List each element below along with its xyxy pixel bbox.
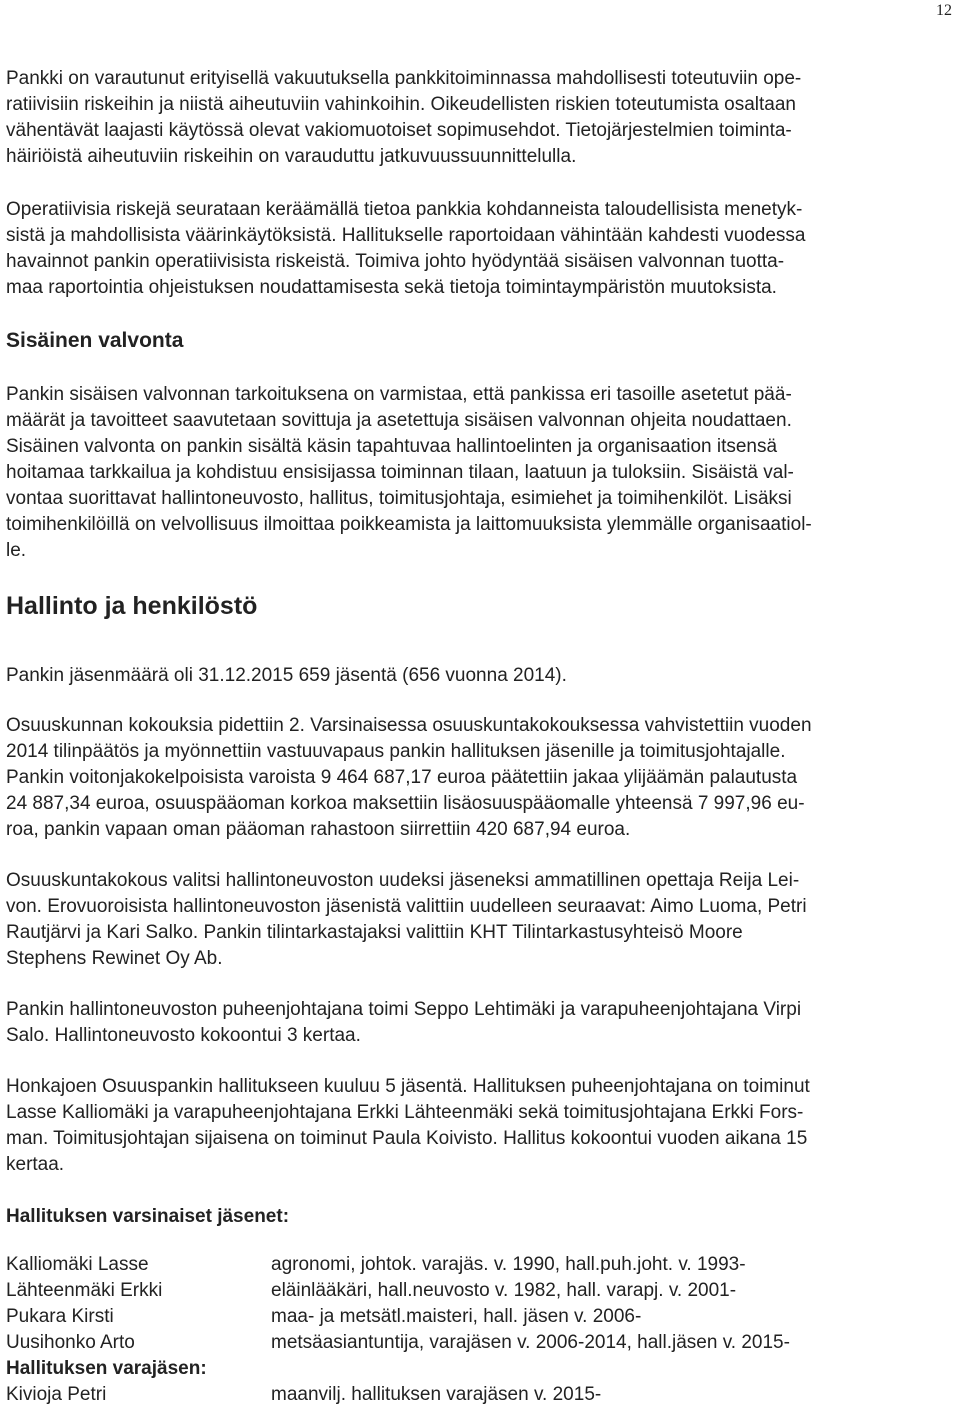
text-line: Pankin sisäisen valvonnan tarkoituksena on varmistaa, että pankissa eri tasoille asetetut pää- bbox=[6, 384, 792, 405]
heading-deputy-member: Hallituksen varajäsen: bbox=[6, 1358, 207, 1379]
member-name: Uusihonko Arto bbox=[6, 1332, 135, 1353]
text-line: hoitamaa tarkkailua ja kohdistuu ensisijassa toiminnan tilaan, laatuun ja tuloksiin. Sisäistä val- bbox=[6, 462, 794, 483]
text-line: sistä ja mahdollisista väärinkäytöksistä. Hallitukselle raportoidaan vähintään kahdesti vuodessa bbox=[6, 225, 806, 246]
text-line: man. Toimitusjohtajan sijaisena on toiminut Paula Koivisto. Hallitus kokoontui vuoden aikana 15 bbox=[6, 1128, 808, 1149]
text-line: Honkajoen Osuuspankin hallitukseen kuuluu 5 jäsentä. Hallituksen puheenjohtajana on toiminut bbox=[6, 1076, 810, 1097]
deputy-member-row bbox=[6, 1382, 956, 1408]
heading-board-members: Hallituksen varsinaiset jäsenet: bbox=[6, 1206, 290, 1227]
member-description: maa- ja metsätl.maisteri, hall. jäsen v. 2006- bbox=[271, 1306, 642, 1327]
deputy-heading-row bbox=[6, 1356, 956, 1382]
board-member-row bbox=[6, 1278, 956, 1304]
text-line: ratiivisiin riskeihin ja niistä aiheutuviin vahinkoihin. Oikeudellisten riskien toteutumista osaltaan bbox=[6, 94, 796, 115]
board-member-row bbox=[6, 1330, 956, 1356]
member-name: Kalliomäki Lasse bbox=[6, 1254, 149, 1275]
text-line: von. Erovuoroisista hallintoneuvoston jäsenistä valittiin uudelleen seuraavat: Aimo Luoma, Petri bbox=[6, 896, 807, 917]
board-member-list bbox=[6, 1252, 956, 1408]
member-description: metsäasiantuntija, varajäsen v. 2006-2014, hall.jäsen v. 2015- bbox=[271, 1332, 790, 1353]
paragraph-membership bbox=[6, 663, 956, 689]
paragraph-insurance bbox=[6, 66, 956, 170]
text-line: Rautjärvi ja Kari Salko. Pankin tilintarkastajaksi valittiin KHT Tilintarkastusyhteisö Moore bbox=[6, 922, 743, 943]
paragraph-supervisory-board-chair bbox=[6, 997, 956, 1049]
text-line: määrät ja tavoitteet saavutetaan sovittuja ja asetettuja sisäisen valvonnan ohjeita noudattaen. bbox=[6, 410, 792, 431]
text-line: maa raportointia ohjeistuksen noudattamisesta sekä tietoja toimintaympäristön muutoksista. bbox=[6, 277, 777, 298]
text-line: 24 887,34 euroa, osuuspääoman korkoa maksettiin lisäosuuspääomalle yhteensä 7 997,96 eu- bbox=[6, 793, 805, 814]
board-member-row bbox=[6, 1304, 956, 1330]
text-line: kertaa. bbox=[6, 1154, 65, 1175]
deputy-name: Kivioja Petri bbox=[6, 1384, 107, 1405]
paragraph-internal-control bbox=[6, 382, 956, 564]
deputy-description: maanvilj. hallituksen varajäsen v. 2015- bbox=[271, 1384, 602, 1405]
text-line: le. bbox=[6, 540, 27, 561]
text-line: Stephens Rewinet Oy Ab. bbox=[6, 948, 223, 969]
text-line: roa, pankin vapaan oman pääoman rahastoon siirrettiin 420 687,94 euroa. bbox=[6, 819, 631, 840]
text-line: vähentävät laajasti käytössä olevat vakiomuotoiset sopimusehdot. Tietojärjestelmien toiminta- bbox=[6, 120, 792, 141]
text-line: Pankin jäsenmäärä oli 31.12.2015 659 jäsentä (656 vuonna 2014). bbox=[6, 665, 567, 686]
text-line: Lasse Kalliomäki ja varapuheenjohtajana Erkki Lähteenmäki sekä toimitusjohtajana Erkki Fors- bbox=[6, 1102, 804, 1123]
text-line: 2014 tilinpäätös ja myönnettiin vastuuvapaus pankin hallituksen jäsenille ja toimitusjohtajalle. bbox=[6, 741, 786, 762]
text-line: havainnot pankin operatiivisista riskeistä. Toimiva johto hyödyntää sisäisen valvonnan tuotta- bbox=[6, 251, 785, 272]
text-line: Operatiivisia riskejä seurataan keräämällä tietoa pankkia kohdanneista taloudellisista menetyk- bbox=[6, 199, 803, 220]
heading-internal-control: Sisäinen valvonta bbox=[6, 329, 184, 352]
member-description: eläinlääkäri, hall.neuvosto v. 1982, hall. varapj. v. 2001- bbox=[271, 1280, 737, 1301]
member-description: agronomi, johtok. varajäs. v. 1990, hall.puh.joht. v. 1993- bbox=[271, 1254, 746, 1275]
text-line: vontaa suorittavat hallintoneuvosto, hallitus, toimitusjohtaja, esimiehet ja toimihenkilöt. Lisäksi bbox=[6, 488, 792, 509]
board-member-row bbox=[6, 1252, 956, 1278]
text-line: Pankki on varautunut erityisellä vakuutuksella pankkitoiminnassa mahdollisesti toteutuviin ope- bbox=[6, 68, 802, 89]
paragraph-operational-risks bbox=[6, 197, 956, 301]
text-line: toimihenkilöillä on velvollisuus ilmoittaa poikkeamista ja laittomuuksista ylemmälle organisaatiol- bbox=[6, 514, 812, 535]
text-line: Osuuskuntakokous valitsi hallintoneuvoston uudeksi jäseneksi ammatillinen opettaja Reija Lei- bbox=[6, 870, 800, 891]
text-line: Pankin voitonjakokelpoisista varoista 9 464 687,17 euroa päätettiin jakaa ylijäämän palautusta bbox=[6, 767, 798, 788]
text-line: Pankin hallintoneuvoston puheenjohtajana toimi Seppo Lehtimäki ja varapuheenjohtajana Virpi bbox=[6, 999, 802, 1020]
text-line: Sisäinen valvonta on pankin sisältä käsin tapahtuvaa hallintoelinten ja organisaation itsensä bbox=[6, 436, 778, 457]
text-line: häiriöistä aiheutuviin riskeihin on varauduttu jatkuvuussuunnittelulla. bbox=[6, 146, 577, 167]
text-line: Osuuskunnan kokouksia pidettiin 2. Varsinaisessa osuuskuntakokouksessa vahvistettiin vuoden bbox=[6, 715, 812, 736]
text-line: Salo. Hallintoneuvosto kokoontui 3 kertaa. bbox=[6, 1025, 361, 1046]
paragraph-supervisory-board-election bbox=[6, 868, 956, 972]
member-name: Pukara Kirsti bbox=[6, 1306, 114, 1327]
heading-administration: Hallinto ja henkilöstö bbox=[6, 592, 258, 620]
member-name: Lähteenmäki Erkki bbox=[6, 1280, 163, 1301]
page-number: 12 bbox=[936, 2, 952, 19]
paragraph-board-of-directors bbox=[6, 1074, 956, 1178]
paragraph-cooperative-meetings bbox=[6, 713, 956, 843]
